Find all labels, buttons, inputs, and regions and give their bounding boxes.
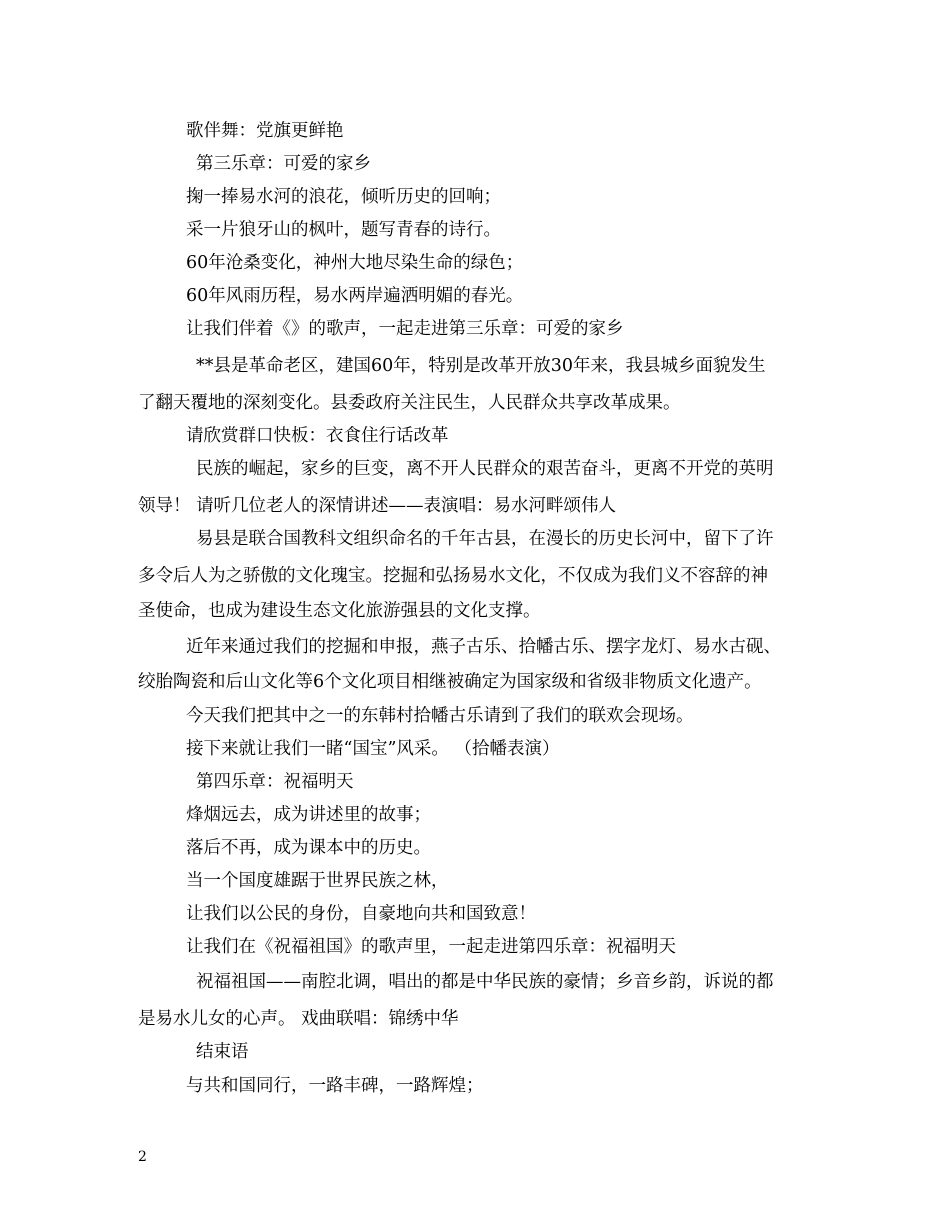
- section-heading: 第四乐章：祝福明天: [196, 772, 354, 792]
- text-line: 60年沧桑变化，神州大地尽染生命的绿色；: [186, 253, 524, 273]
- section-heading: 结束语: [196, 1042, 249, 1062]
- text-line: 近年来通过我们的挖掘和申报，燕子古乐、拾幡古乐、摆字龙灯、易水古砚、: [186, 637, 781, 657]
- text-line: 民族的崛起，家乡的巨变，离不开人民群众的艰苦奋斗，更离不开党的英明: [196, 459, 774, 479]
- text-line: 采一片狼牙山的枫叶，题写青春的诗行。: [186, 220, 501, 240]
- text-line: 歌伴舞：党旗更鲜艳: [186, 121, 344, 141]
- text-line: 今天我们把其中之一的东韩村拾幡古乐请到了我们的联欢会现场。: [186, 706, 694, 726]
- text-line: 接下来就让我们一睹“国宝”风采。 （拾幡表演）: [186, 739, 560, 759]
- text-line: 多令后人为之骄傲的文化瑰宝。挖掘和弘扬易水文化，不仅成为我们义不容辞的神: [138, 566, 768, 586]
- text-line: 掬一捧易水河的浪花，倾听历史的回响；: [186, 187, 501, 207]
- section-heading: 第三乐章：可爱的家乡: [196, 154, 371, 174]
- text-line: 当一个国度雄踞于世界民族之林，: [186, 871, 449, 891]
- text-line: 落后不再，成为课本中的历史。: [186, 838, 431, 858]
- text-line: 烽烟远去，成为讲述里的故事；: [186, 805, 431, 825]
- text-line: 了翻天覆地的深刻变化。县委政府关注民生，人民群众共享改革成果。: [138, 393, 681, 413]
- text-line: 易县是联合国教科文组织命名的千年古县，在漫长的历史长河中，留下了许: [196, 529, 774, 549]
- text-line: **县是革命老区，建国60年，特别是改革开放30年来，我县城乡面貌发生: [196, 356, 766, 376]
- text-line: 是易水儿女的心声。 戏曲联唱：锦绣中华: [138, 1009, 459, 1029]
- text-line: 请欣赏群口快板：衣食住行话改革: [186, 426, 449, 446]
- text-line: 绞胎陶瓷和后山文化等6个文化项目相继被确定为国家级和省级非物质文化遗产。: [138, 672, 762, 692]
- text-line: 让我们伴着《》的歌声，一起走进第三乐章：可爱的家乡: [186, 319, 624, 339]
- text-line: 圣使命，也成为建设生态文化旅游强县的文化支撑。: [138, 601, 541, 621]
- text-line: 祝福祖国——南腔北调，唱出的都是中华民族的豪情；乡音乡韵，诉说的都: [196, 972, 774, 992]
- text-line: 60年风雨历程，易水两岸遍洒明媚的春光。: [186, 286, 524, 306]
- text-line: 让我们以公民的身份，自豪地向共和国致意！: [186, 904, 536, 924]
- text-line: 与共和国同行，一路丰碑，一路辉煌；: [186, 1076, 484, 1096]
- page-number: 2: [138, 1149, 147, 1165]
- text-line: 领导！ 请听几位老人的深情讲述——表演唱：易水河畔颂伟人: [138, 496, 617, 516]
- text-line: 让我们在《祝福祖国》的歌声里，一起走进第四乐章：祝福明天: [186, 937, 676, 957]
